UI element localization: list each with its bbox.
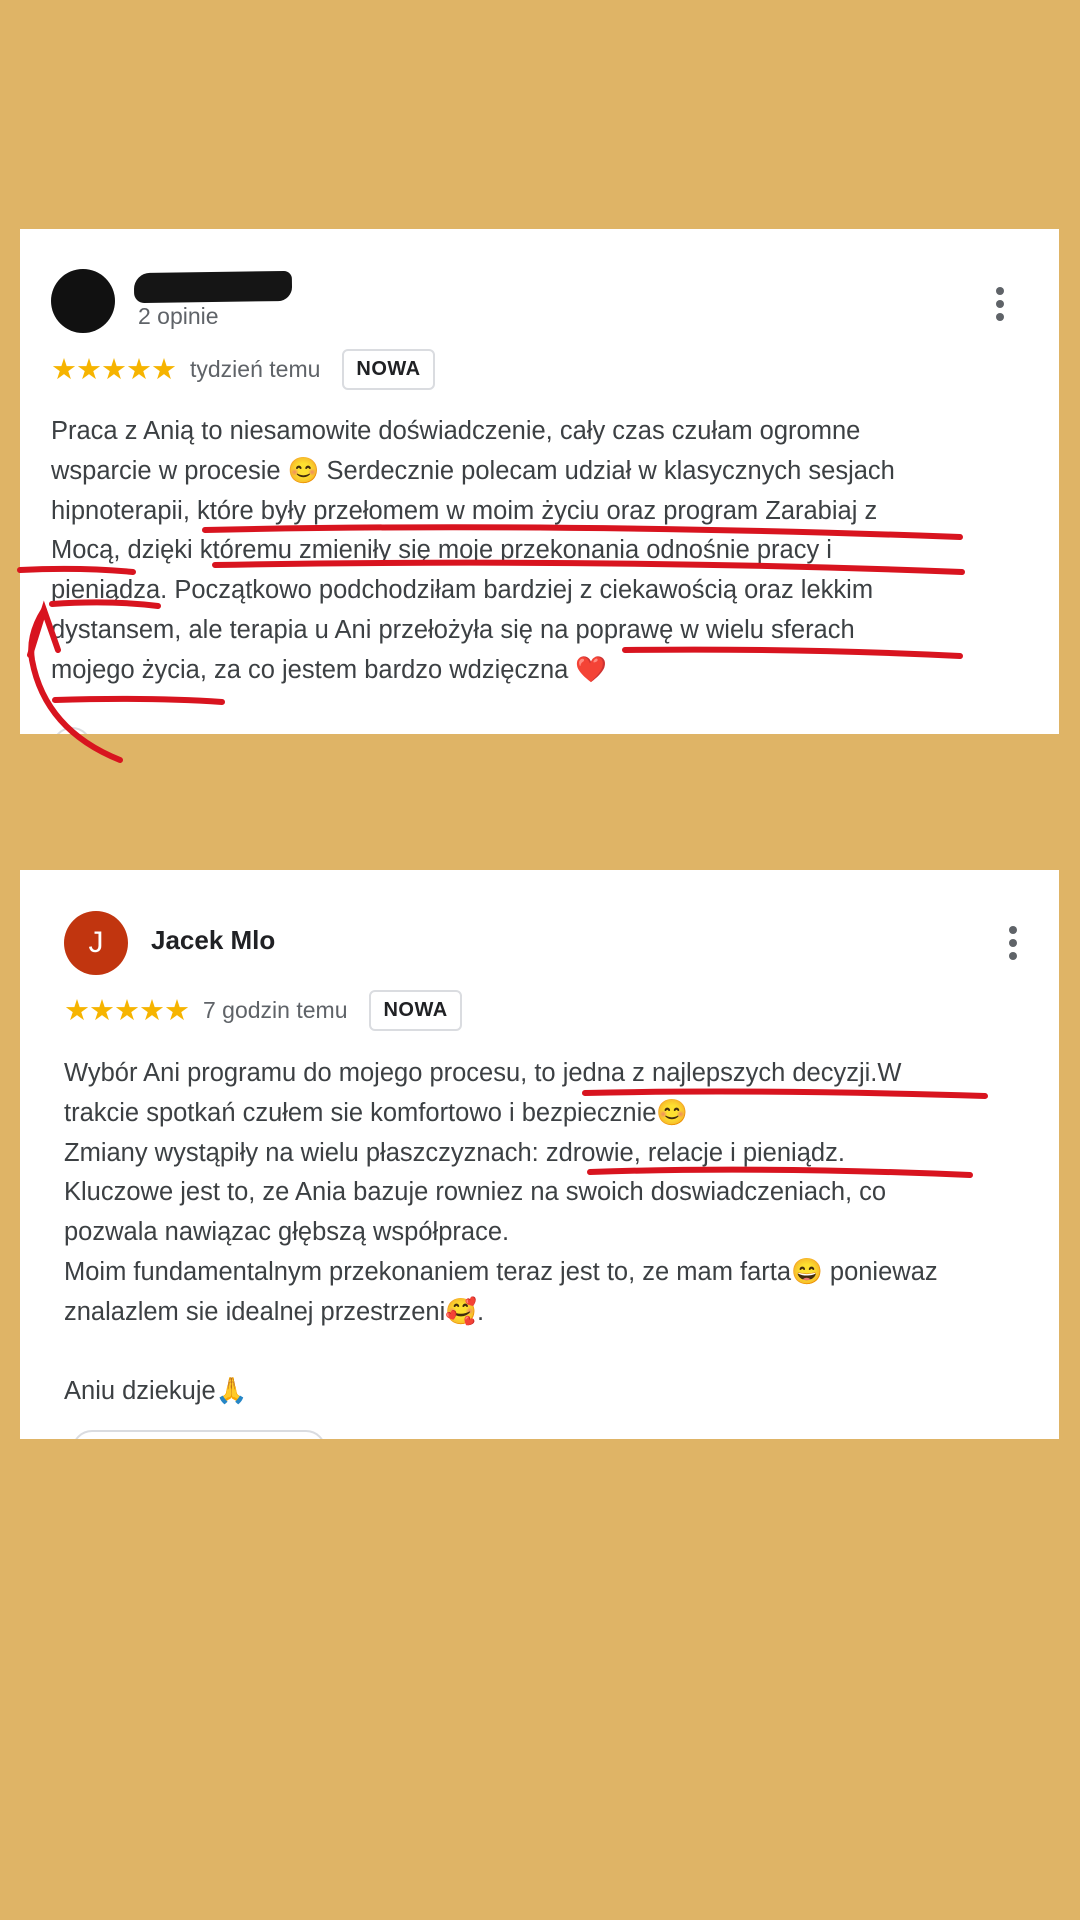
redacted-reviewer-name [134, 271, 292, 303]
review-time: tydzień temu [190, 356, 321, 382]
like-button-partial[interactable] [52, 727, 92, 734]
star-rating: ★★★★★ [51, 354, 176, 386]
review-meta [64, 990, 462, 1031]
like-button-partial[interactable] [72, 1430, 326, 1439]
review-time: 7 godzin temu [203, 997, 348, 1023]
review-text: Praca z Anią to niesamowite doświadczenie, cały czas czułam ogromne wsparcie w procesie 😊 Serdecznie polecam udział w klasycznych sesjach hipnoterapii, które były przełomem w moim życiu oraz program Zarabiaj z Mocą, dzięki któremu zmieniły się moje przekonania odnośnie pracy i pieniądza. Początkowo podchodziłam bardziej z ciekawością oraz lekkim dystansem, ale terapia u Ani przełożyła się na poprawę w wielu sferach mojego życia, za co jestem bardzo wdzięczna ❤️ [51, 417, 895, 684]
review-card [20, 229, 1059, 734]
star-rating: ★★★★★ [64, 995, 189, 1027]
more-options-icon[interactable] [1006, 926, 1020, 960]
review-meta [51, 349, 435, 390]
review-text: Wybór Ani programu do mojego procesu, to jedna z najlepszych decyzji.W trakcie spotkań czułem sie komfortowo i bezpiecznie😊 Zmiany wystąpiły na wielu płaszczyznach: zdrowie, relacje i pieniądz. Kluczowe jest to, ze Ania bazuje rowniez na swoich doswiadczeniach, co pozwala nawiązac głębszą współprace. Moim fundamentalnym przekonaniem teraz jest to, ze mam farta😄 poniewaz znalazlem sie idealnej przestrzeni🥰. Aniu dziekuje🙏 [64, 1059, 938, 1406]
new-badge: NOWA [342, 349, 434, 390]
review-card [20, 870, 1059, 1439]
more-options-icon[interactable] [993, 287, 1007, 321]
reviewer-avatar[interactable]: J [64, 911, 128, 975]
new-badge: NOWA [369, 990, 461, 1031]
reviewer-name[interactable]: Jacek Mlo [151, 925, 276, 955]
reviewer-review-count[interactable]: 2 opinie [138, 303, 219, 329]
reviewer-avatar[interactable] [51, 269, 115, 333]
